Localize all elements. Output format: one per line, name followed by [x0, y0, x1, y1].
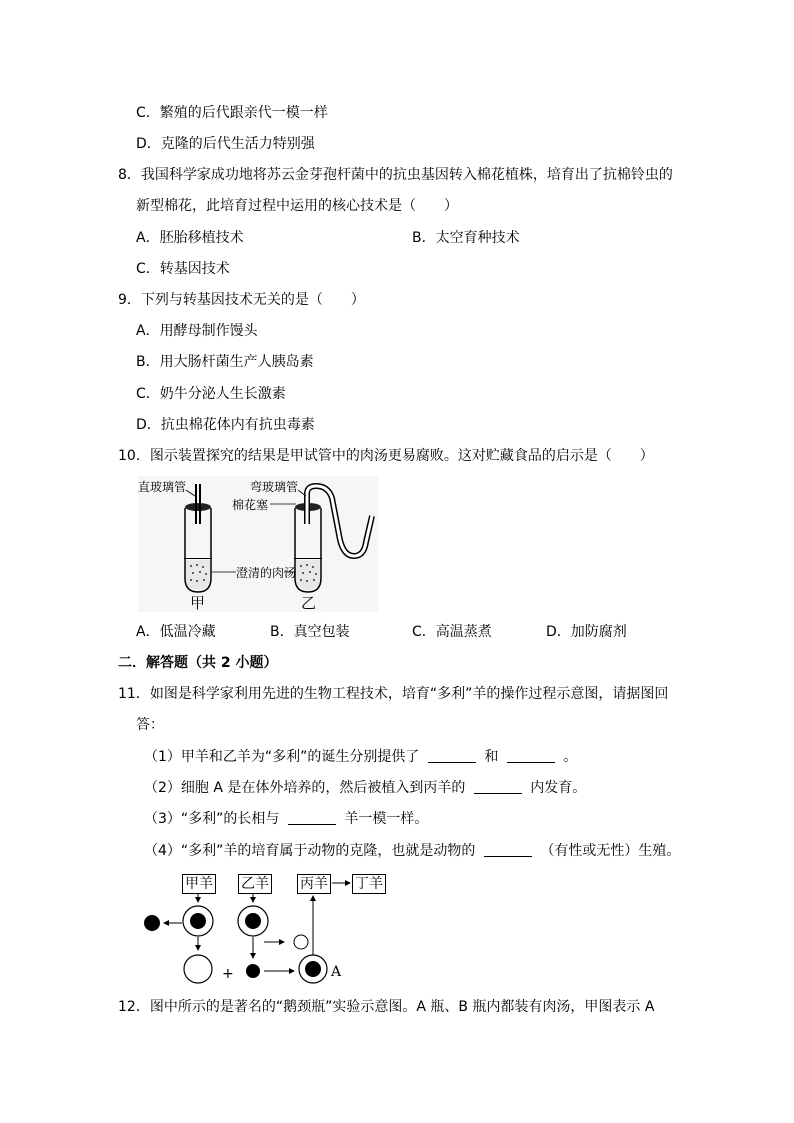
- cell-a-label: A: [331, 964, 342, 980]
- q11-blank-3[interactable]: [474, 779, 522, 794]
- q9-option-a: A．用酵母制作馒头: [136, 323, 258, 339]
- box-yi-sheep: 乙羊: [238, 874, 272, 894]
- q9-option-d: D．抗虫棉花体内有抗虫毒素: [136, 417, 315, 433]
- q11-blank-1[interactable]: [428, 748, 476, 763]
- q9-option-b: B．用大肠杆菌生产人胰岛素: [136, 354, 314, 370]
- q8-option-b: B．太空育种技术: [412, 230, 520, 246]
- q9-option-c: C．奶牛分泌人生长激素: [136, 386, 286, 402]
- label-tube-jia: 甲: [190, 594, 206, 612]
- removed-nucleus: [144, 915, 160, 931]
- q11-part2-text-b: 内发育。: [530, 780, 587, 796]
- q8-stem-line1: 8．我国科学家成功地将苏云金芽孢杆菌中的抗虫基因转入棉花植株，培育出了抗棉铃虫的: [118, 167, 673, 183]
- q11-stem-line2: 答：: [136, 717, 164, 733]
- q10-option-a: A．低温冷藏: [136, 624, 216, 640]
- q11-part1-text-b: 和: [484, 749, 499, 765]
- q11-cloning-diagram: [136, 870, 396, 986]
- q7-option-c: C．繁殖的后代跟亲代一模一样: [136, 105, 328, 121]
- q11-part4-text-a: （4）“多利”羊的培育属于动物的克隆，也就是动物的: [144, 843, 476, 859]
- q11-part3-text-b: 羊一模一样。: [344, 811, 429, 827]
- enucleated-egg: [184, 955, 212, 983]
- q9-stem: 9．下列与转基因技术无关的是（ ）: [118, 292, 365, 308]
- label-straight-tube: 直玻璃管: [138, 480, 187, 494]
- q11-part3: [144, 809, 428, 829]
- q10-option-b: B．真空包装: [270, 624, 350, 640]
- q11-part2: [144, 778, 586, 798]
- label-bent-tube: 弯玻璃管: [250, 480, 299, 494]
- q11-blank-2[interactable]: [507, 748, 555, 763]
- cell-a-nucleus: [305, 961, 321, 977]
- box-jia-sheep: 甲羊: [182, 874, 216, 894]
- box-ding-sheep: 丁羊: [352, 874, 386, 894]
- q8-stem-line2: 新型棉花，此培育过程中运用的核心技术是（ ）: [136, 198, 458, 214]
- q11-part1-text-c: 。: [563, 749, 578, 765]
- q11-blank-5[interactable]: [484, 842, 532, 857]
- q10-option-c: C．高温蒸煮: [412, 624, 492, 640]
- q11-part2-text-a: （2）细胞 A 是在体外培养的，然后被植入到丙羊的: [144, 780, 466, 796]
- box-bing-sheep: 丙羊: [297, 874, 331, 894]
- body-nucleus-yi: [245, 913, 261, 929]
- q10-stem: 10．图示装置探究的结果是甲试管中的肉汤更易腐败。这对贮藏食品的启示是（ ）: [118, 448, 654, 464]
- isolated-nucleus: [246, 964, 260, 978]
- q7-option-d: D．克隆的后代生活力特别强: [136, 136, 315, 152]
- q11-part1: [144, 747, 577, 767]
- q11-part4: [144, 841, 680, 861]
- q10-option-d: D．加防腐剂: [546, 624, 627, 640]
- label-clear-broth: 澄清的肉汤: [236, 566, 297, 580]
- plus-sign: +: [222, 966, 234, 982]
- q11-part3-text-a: （3）“多利”的长相与: [144, 811, 280, 827]
- q10-figure: [138, 476, 378, 612]
- small-empty-cell: [294, 935, 308, 949]
- q11-part4-text-b: （有性或无性）生殖。: [540, 843, 681, 859]
- section-heading: 二．解答题（共 2 小题）: [118, 655, 278, 671]
- q8-option-a: A．胚胎移植技术: [136, 230, 244, 246]
- q11-stem-line1: 11．如图是科学家利用先进的生物工程技术，培育“多利”羊的操作过程示意图，请据图回: [118, 686, 669, 702]
- q11-part1-text-a: （1）甲羊和乙羊为“多利”的诞生分别提供了: [144, 749, 420, 765]
- q12-stem: 12．图中所示的是著名的“鹅颈瓶”实验示意图。A 瓶、B 瓶内都装有肉汤，甲图表示 A: [118, 999, 655, 1015]
- egg-nucleus-jia: [190, 913, 206, 929]
- q8-option-c: C．转基因技术: [136, 261, 230, 277]
- q11-blank-4[interactable]: [288, 810, 336, 825]
- label-cotton-plug: 棉花塞: [232, 498, 269, 512]
- label-tube-yi: 乙: [301, 594, 317, 612]
